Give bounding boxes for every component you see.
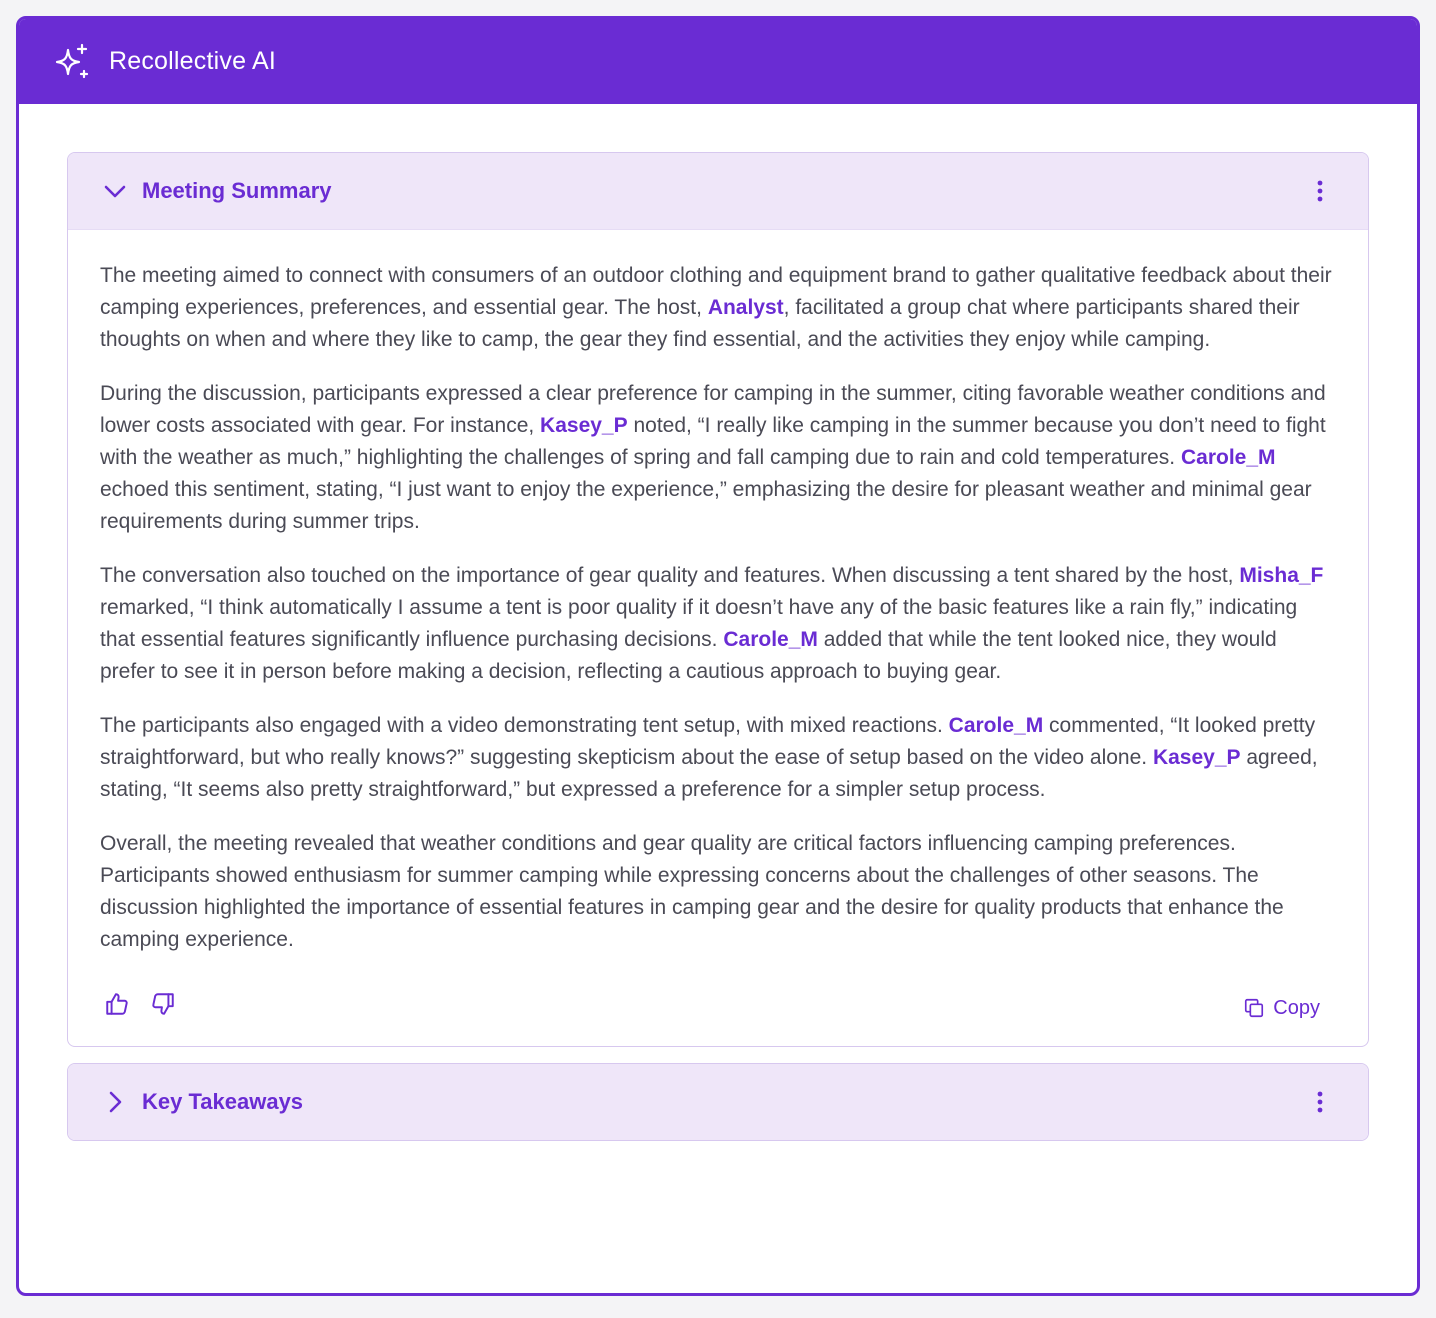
app-header [19, 19, 1417, 104]
summary-text-segment: The meeting aimed to connect with consumers of an outdoor clothing and equipment brand to gather qualitative feedback about their camping experiences, preferences, and essential gear. The host, [100, 264, 1332, 319]
copy-icon [1243, 997, 1265, 1019]
thumbs-up-icon[interactable] [100, 987, 134, 1021]
summary-text-segment: , facilitated a group chat where participants shared their thoughts on when and where they like to camp, the gear they find essential, and the activities they enjoy while camping. [100, 296, 1300, 351]
summary-paragraph [100, 378, 1336, 538]
main-content [19, 104, 1417, 1141]
copy-button[interactable] [1243, 997, 1320, 1020]
summary-paragraph [100, 560, 1336, 688]
chevron-down-icon[interactable] [102, 178, 128, 204]
speaker-name: Kasey_P [1152, 746, 1241, 769]
summary-text-segment: noted, “I really like camping in the summer because you don’t need to fight with the weather as much,” highlighting the challenges of spring and fall camping due to rain and cold temperatures. [100, 414, 1326, 469]
summary-paragraph [100, 710, 1336, 806]
more-options-icon[interactable] [1308, 175, 1332, 207]
more-options-icon[interactable] [1308, 1086, 1332, 1118]
summary-text-segment: echoed this sentiment, stating, “I just want to enjoy the experience,” emphasizing the desire for pleasant weather and minimal gear requirements during summer trips. [100, 478, 1312, 533]
key-takeaways-panel [67, 1063, 1369, 1141]
summary-text-segment: The participants also engaged with a video demonstrating tent setup, with mixed reactions. [100, 714, 949, 737]
app-title: Recollective AI [109, 47, 276, 75]
speaker-name: Carole_M [948, 714, 1044, 737]
meeting-summary-panel [67, 152, 1369, 1047]
summary-text [100, 260, 1336, 956]
summary-text-segment: added that while the tent looked nice, they would prefer to see it in person before making a decision, reflecting a cautious approach to buying gear. [100, 628, 1277, 683]
speaker-name: Analyst [707, 296, 784, 319]
speaker-name: Carole_M [723, 628, 818, 651]
speaker-name: Carole_M [1180, 446, 1276, 469]
chevron-right-icon[interactable] [102, 1089, 128, 1115]
summary-text-segment: remarked, “I think automatically I assume a tent is poor quality if it doesn’t have any of the basic features like a rain fly,” indicating that essential features significantly influence purchasing decisions. [100, 596, 1298, 651]
speaker-name: Kasey_P [540, 414, 628, 437]
summary-text-segment: agreed, stating, “It seems also pretty straightforward,” but expressed a preference for a simpler setup process. [100, 746, 1318, 801]
copy-label: Copy [1273, 996, 1320, 1019]
summary-text-segment: The conversation also touched on the importance of gear quality and features. When discussing a tent shared by the host, [100, 564, 1240, 587]
sparkle-icon [51, 41, 93, 83]
meeting-summary-body [68, 229, 1368, 1046]
meeting-summary-header[interactable] [68, 153, 1368, 229]
key-takeaways-title: Key Takeaways [142, 1089, 304, 1114]
summary-text-segment: Overall, the meeting revealed that weather conditions and gear quality are critical factors influencing camping preferences. Participants showed enthusiasm for summer camping while expressing concerns about the challenges of other seasons. The discussion highlighted the importance of essential features in camping gear and the desire for quality products that enhance the camping experience. [100, 832, 1284, 951]
key-takeaways-header[interactable] [68, 1064, 1368, 1140]
ai-window [16, 16, 1420, 1296]
summary-text-segment: During the discussion, participants expressed a clear preference for camping in the summer, citing favorable weather conditions and lower costs associated with gear. For instance, [100, 382, 1326, 437]
summary-paragraph [100, 260, 1336, 356]
meeting-summary-title: Meeting Summary [142, 178, 332, 203]
thumbs-down-icon[interactable] [146, 987, 180, 1021]
summary-actions [100, 984, 1336, 1024]
summary-text-segment: commented, “It looked pretty straightforward, but who really knows?” suggesting skepticism about the ease of setup based on the video alone. [100, 714, 1316, 769]
speaker-name: Misha_F [1239, 564, 1324, 587]
summary-paragraph [100, 828, 1336, 956]
